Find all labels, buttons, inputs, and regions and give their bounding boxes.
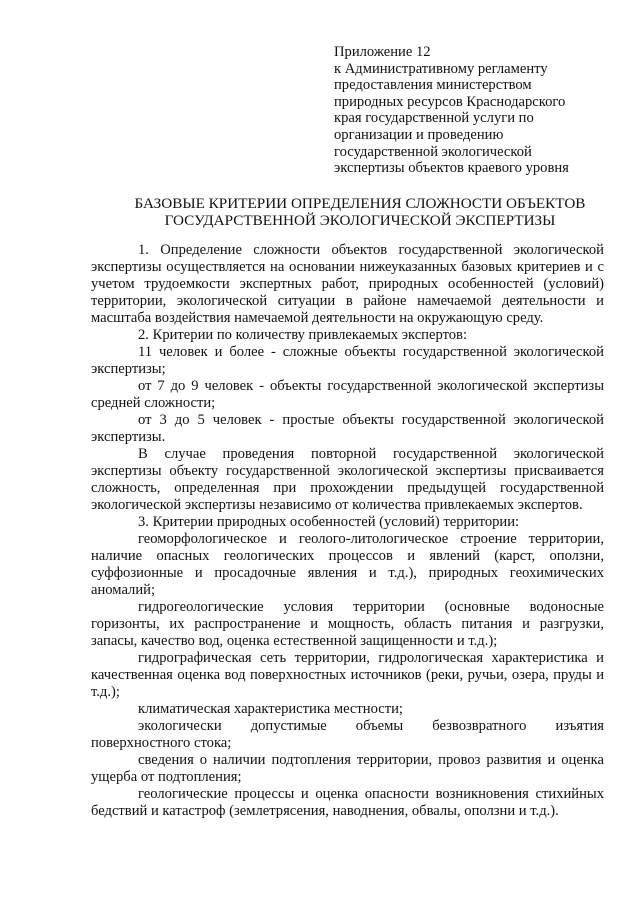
criterion-hydrogeology: гидрогеологические условия территории (основные водоносные горизонты, их распространение и мощность, область питания и разгрузки, запасы, качество вод, оценка естественной защищенности и т.д.); bbox=[91, 599, 604, 649]
title-line-1: БАЗОВЫЕ КРИТЕРИИ ОПРЕДЕЛЕНИЯ СЛОЖНОСТИ ОБЪЕКТОВ bbox=[134, 195, 586, 212]
criterion-geohazards: геологические процессы и оценка опасности возникновения стихийных бедствий и катастроф (землетрясения, наводнения, обвалы, оползни и т.д.). bbox=[91, 786, 604, 819]
paragraph-repeat-expertise: В случае проведения повторной государственной экологической экспертизы объекту государственной экологической экспертизы присваивается сложность, определенная при прохождении предыдущей государственной экологической экспертизы независимо от количества привлекаемых экспертов. bbox=[91, 446, 604, 513]
criterion-climate: климатическая характеристика местности; bbox=[138, 701, 403, 717]
appendix-line: экспертизы объектов краевого уровня bbox=[334, 160, 569, 177]
title-line-2: ГОСУДАРСТВЕННОЙ ЭКОЛОГИЧЕСКОЙ ЭКСПЕРТИЗЫ bbox=[164, 212, 556, 229]
criterion-medium: от 7 до 9 человек - объекты государственной экологической экспертизы средней сложности; bbox=[91, 378, 604, 411]
appendix-reference bbox=[334, 44, 614, 177]
appendix-line: государственной экологической bbox=[334, 143, 532, 160]
criterion-simple: от 3 до 5 человек - простые объекты государственной экологической экспертизы. bbox=[91, 412, 604, 445]
document-body bbox=[91, 242, 604, 820]
appendix-line: природных ресурсов Краснодарского bbox=[334, 93, 566, 110]
document-title bbox=[100, 195, 620, 229]
paragraph-3-heading: 3. Критерии природных особенностей (условий) территории: bbox=[138, 514, 520, 530]
criterion-geomorphology: геоморфологическое и геолого-литологическое строение территории, наличие опасных геологических процессов и явлений (карст, оползни, суффозионные и просадочные явления и т.д.), природных геохимических аномалий; bbox=[91, 531, 604, 598]
criterion-hydrography: гидрографическая сеть территории, гидрологическая характеристика и качественная оценка вод поверхностных источников (реки, ручьи, озера, пруды и т.д.); bbox=[91, 650, 604, 700]
appendix-line: Приложение 12 bbox=[334, 44, 431, 60]
paragraph-1-general: 1. Определение сложности объектов государственной экологической экспертизы осуществляется на основании нижеуказанных базовых критериев и с учетом трудоемкости экспертных работ, природных особенностей (условий) территории, экологической ситуации в районе намечаемой деятельности и масштаба воздействия намечаемой деятельности на окружающую среду. bbox=[91, 242, 604, 326]
paragraph-2-heading: 2. Критерии по количеству привлекаемых экспертов: bbox=[138, 327, 467, 343]
criterion-flooding: сведения о наличии подтопления территории, провоз развития и оценка ущерба от подтопления; bbox=[91, 752, 604, 785]
appendix-line: края государственной услуги по bbox=[334, 110, 534, 127]
appendix-line: организации и проведению bbox=[334, 126, 504, 143]
criterion-complex: 11 человек и более - сложные объекты государственной экологической экспертизы; bbox=[91, 344, 604, 377]
appendix-line: к Административному регламенту bbox=[334, 60, 548, 77]
criterion-runoff: экологически допустимые объемы безвозвратного изъятия поверхностного стока; bbox=[91, 718, 604, 751]
appendix-line: предоставления министерством bbox=[334, 77, 532, 94]
